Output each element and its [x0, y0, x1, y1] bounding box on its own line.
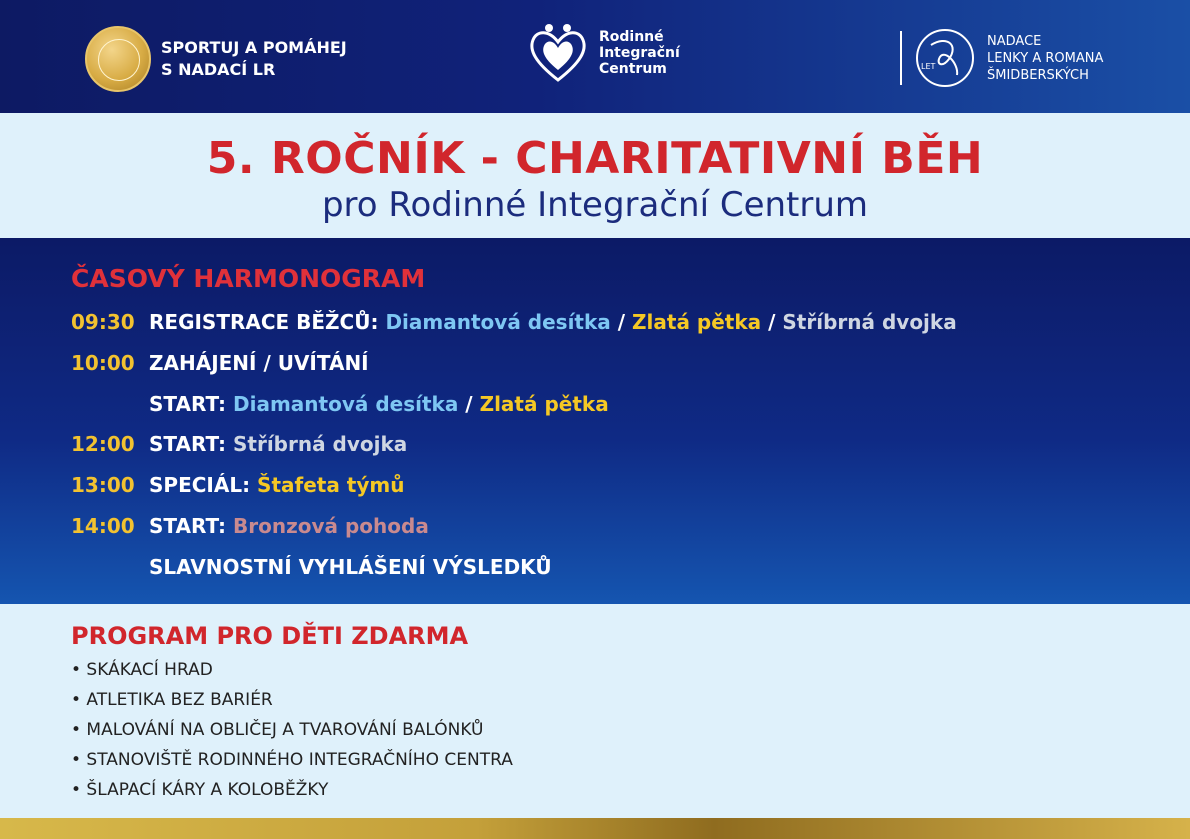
schedule-row	[71, 555, 552, 579]
schedule-heading: ČASOVÝ HARMONOGRAM	[71, 264, 426, 293]
svg-text:LET: LET	[921, 62, 936, 71]
schedule-label: ZAHÁJENÍ / UVÍTÁNÍ	[149, 351, 369, 375]
list-item: • ATLETIKA BEZ BARIÉR	[71, 690, 273, 710]
page-title: 5. ROČNÍK - CHARITATIVNÍ BĚH	[206, 133, 984, 184]
schedule-row	[71, 432, 407, 456]
category-diamant: Diamantová desítka	[385, 310, 611, 334]
separator: /	[465, 392, 473, 416]
schedule-section	[0, 238, 1190, 604]
list-item: • ŠLAPACÍ KÁRY A KOLOBĚŽKY	[71, 780, 329, 800]
schedule-label: REGISTRACE BĚŽCŮ:	[149, 310, 379, 334]
category-bronzova: Bronzová pohoda	[233, 514, 429, 538]
schedule-row	[71, 392, 609, 416]
logo-nadace-text: NADACE LENKY A ROMANA ŠMIDBERSKÝCH	[987, 33, 1104, 83]
gold-seal-icon	[85, 26, 151, 92]
schedule-row	[71, 351, 369, 375]
logo-ric-text: Rodinné Integrační Centrum	[599, 29, 680, 77]
schedule-label: SPECIÁL:	[149, 473, 251, 497]
list-item: • STANOVIŠTĚ RODINNÉHO INTEGRAČNÍHO CENTRA	[71, 750, 513, 770]
gold-footer-bar	[0, 818, 1190, 839]
category-diamant: Diamantová desítka	[233, 392, 459, 416]
schedule-row	[71, 514, 429, 538]
schedule-row	[71, 473, 404, 497]
schedule-label: SLAVNOSTNÍ VYHLÁŠENÍ VÝSLEDKŮ	[149, 555, 552, 579]
schedule-time: 13:00	[71, 473, 135, 497]
schedule-label: START:	[149, 432, 227, 456]
list-item: • MALOVÁNÍ NA OBLIČEJ A TVAROVÁNÍ BALÓNKŮ	[71, 720, 484, 740]
schedule-row	[71, 310, 957, 334]
list-item: • SKÁKACÍ HRAD	[71, 660, 213, 680]
logo-ric	[525, 20, 680, 86]
logo-nadace	[887, 25, 1103, 91]
kids-program-section	[0, 604, 1190, 818]
category-stafeta: Štafeta týmů	[257, 473, 405, 497]
category-zlata: Zlatá pětka	[632, 310, 762, 334]
category-zlata: Zlatá pětka	[479, 392, 609, 416]
heart-family-icon	[525, 20, 591, 86]
page-subtitle: pro Rodinné Integrační Centrum	[321, 185, 869, 225]
category-stribrna: Stříbrná dvojka	[233, 432, 408, 456]
schedule-time: 12:00	[71, 432, 135, 456]
logo-sportuj	[85, 26, 347, 92]
schedule-time: 10:00	[71, 351, 135, 375]
logo-sportuj-text: SPORTUJ A POMÁHEJ S NADACÍ LR	[161, 38, 347, 79]
separator: /	[617, 310, 626, 334]
ten-years-badge-icon	[887, 25, 979, 91]
title-band	[0, 113, 1190, 238]
kids-heading: PROGRAM PRO DĚTI ZDARMA	[71, 622, 469, 650]
category-stribrna: Stříbrná dvojka	[782, 310, 957, 334]
schedule-label: START:	[149, 514, 227, 538]
schedule-time: 14:00	[71, 514, 135, 538]
schedule-label: START:	[149, 392, 227, 416]
separator: /	[768, 310, 776, 334]
schedule-time: 09:30	[71, 310, 135, 334]
header-banner	[0, 0, 1190, 113]
